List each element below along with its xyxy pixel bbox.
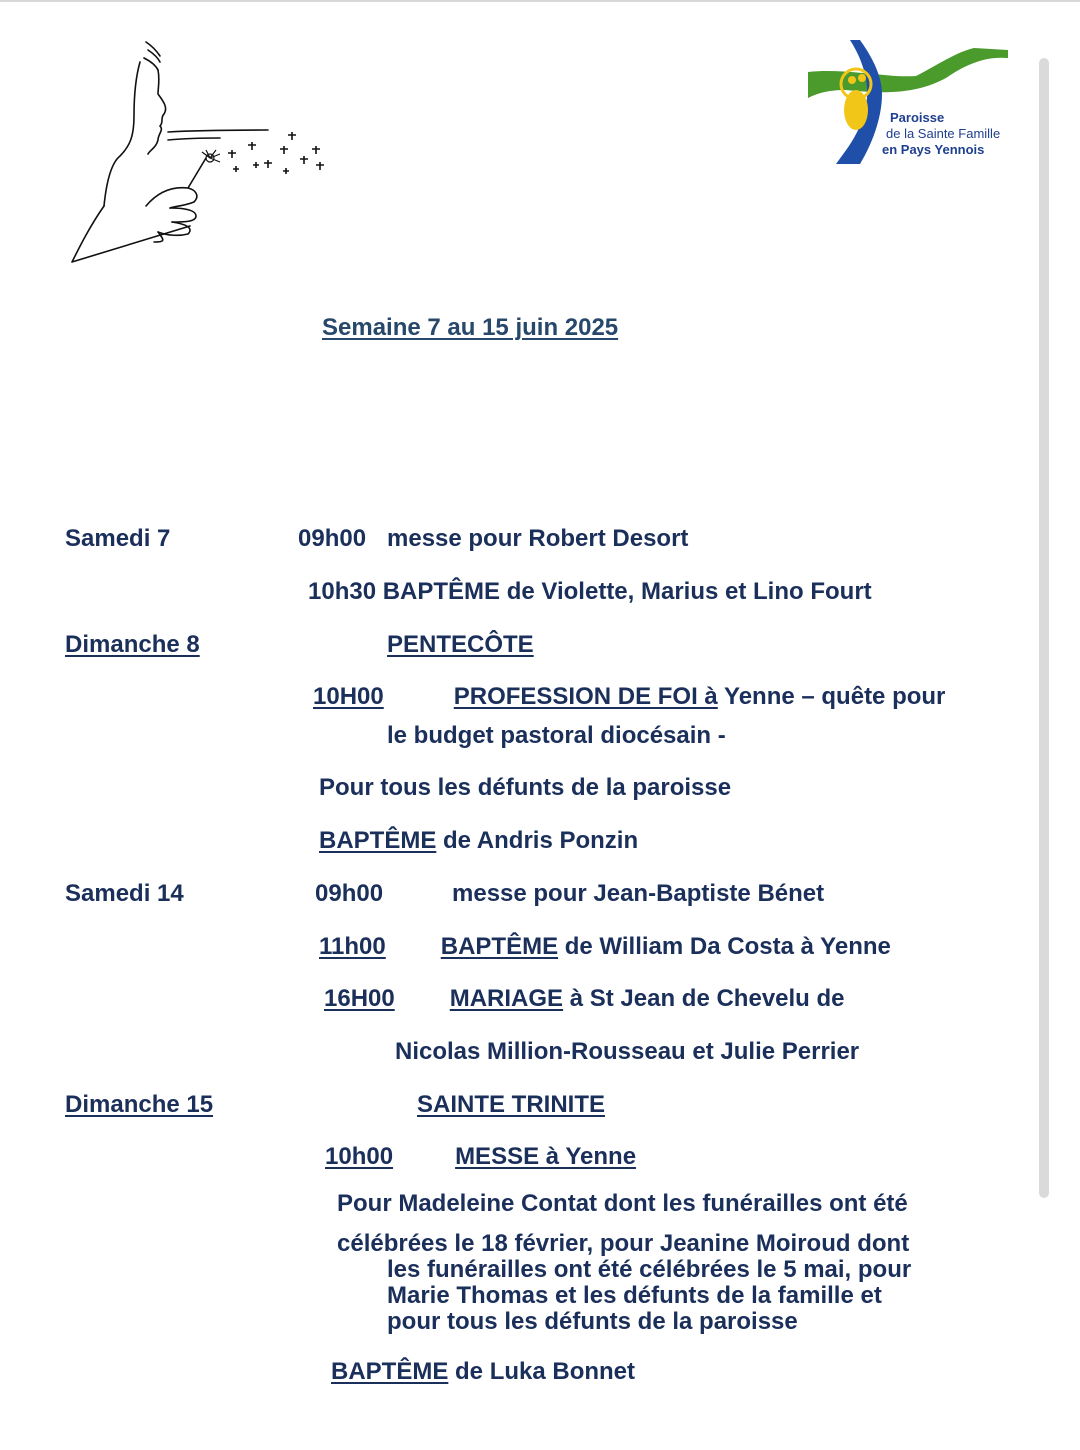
baptism-sat14: 11h00 BAPTÊME de William Da Costa à Yenne bbox=[319, 933, 891, 960]
intention-line-1: Pour Madeleine Contat dont les funérailles ont été bbox=[337, 1190, 908, 1217]
time-0900-sat14: 09h00 bbox=[315, 880, 384, 907]
feast-sainte-trinite: SAINTE TRINITE bbox=[417, 1091, 606, 1118]
time-1000-sun8: 10H00 PROFESSION DE FOI à bbox=[313, 683, 718, 710]
day-label-samedi-14: Samedi 14 bbox=[65, 880, 184, 907]
intention-line-4: Marie Thomas et les défunts de la famille et bbox=[387, 1282, 882, 1309]
wedding-sat14: 16H00 MARIAGE à St Jean de Chevelu de bbox=[324, 985, 845, 1012]
logo-line-2: de la Sainte Famille bbox=[886, 126, 1001, 141]
event-line-sun8 bbox=[313, 682, 945, 712]
intention-line-3: les funérailles ont été célébrées le 5 mai, pour bbox=[387, 1256, 912, 1283]
logo-line-1: Paroisse bbox=[890, 110, 945, 125]
intention-line-5: pour tous les défunts de la paroisse bbox=[387, 1308, 798, 1335]
feast-pentecote: PENTECÔTE bbox=[387, 631, 534, 658]
mass-sun15: 10h00 MESSE à Yenne bbox=[325, 1143, 637, 1170]
budget-line: le budget pastoral diocésain - bbox=[387, 722, 726, 749]
mass-intention-sat7: messe pour Robert Desort bbox=[387, 525, 689, 552]
profession-rest: Yenne – quête pour bbox=[717, 683, 946, 710]
defunts-line-sun8: Pour tous les défunts de la paroisse bbox=[319, 774, 732, 801]
day-label-samedi-7: Samedi 7 bbox=[65, 525, 171, 552]
time-0900-sat7: 09h00 bbox=[298, 525, 367, 552]
wedding-couple: Nicolas Million-Rousseau et Julie Perrier bbox=[395, 1038, 860, 1065]
baptism-sun15: BAPTÊME de Luka Bonnet bbox=[331, 1358, 636, 1385]
mass-intention-sat14: messe pour Jean-Baptiste Bénet bbox=[452, 880, 825, 907]
logo-line-3: en Pays Yennois bbox=[882, 142, 985, 157]
dandelion-illustration bbox=[60, 36, 340, 272]
intention-line-2: célébrées le 18 février, pour Jeanine Moiroud dont bbox=[337, 1230, 910, 1257]
baptism-sun8: BAPTÊME de Andris Ponzin bbox=[319, 827, 639, 854]
day-label-dimanche-15: Dimanche 15 bbox=[65, 1091, 214, 1118]
page-title: Semaine 7 au 15 juin 2025 bbox=[322, 314, 619, 341]
baptism-sat7: 10h30 BAPTÊME de Violette, Marius et Lino Fourt bbox=[308, 578, 872, 605]
day-label-dimanche-8: Dimanche 8 bbox=[65, 631, 200, 658]
scrollbar[interactable] bbox=[1039, 58, 1049, 1198]
top-divider bbox=[0, 0, 1080, 2]
